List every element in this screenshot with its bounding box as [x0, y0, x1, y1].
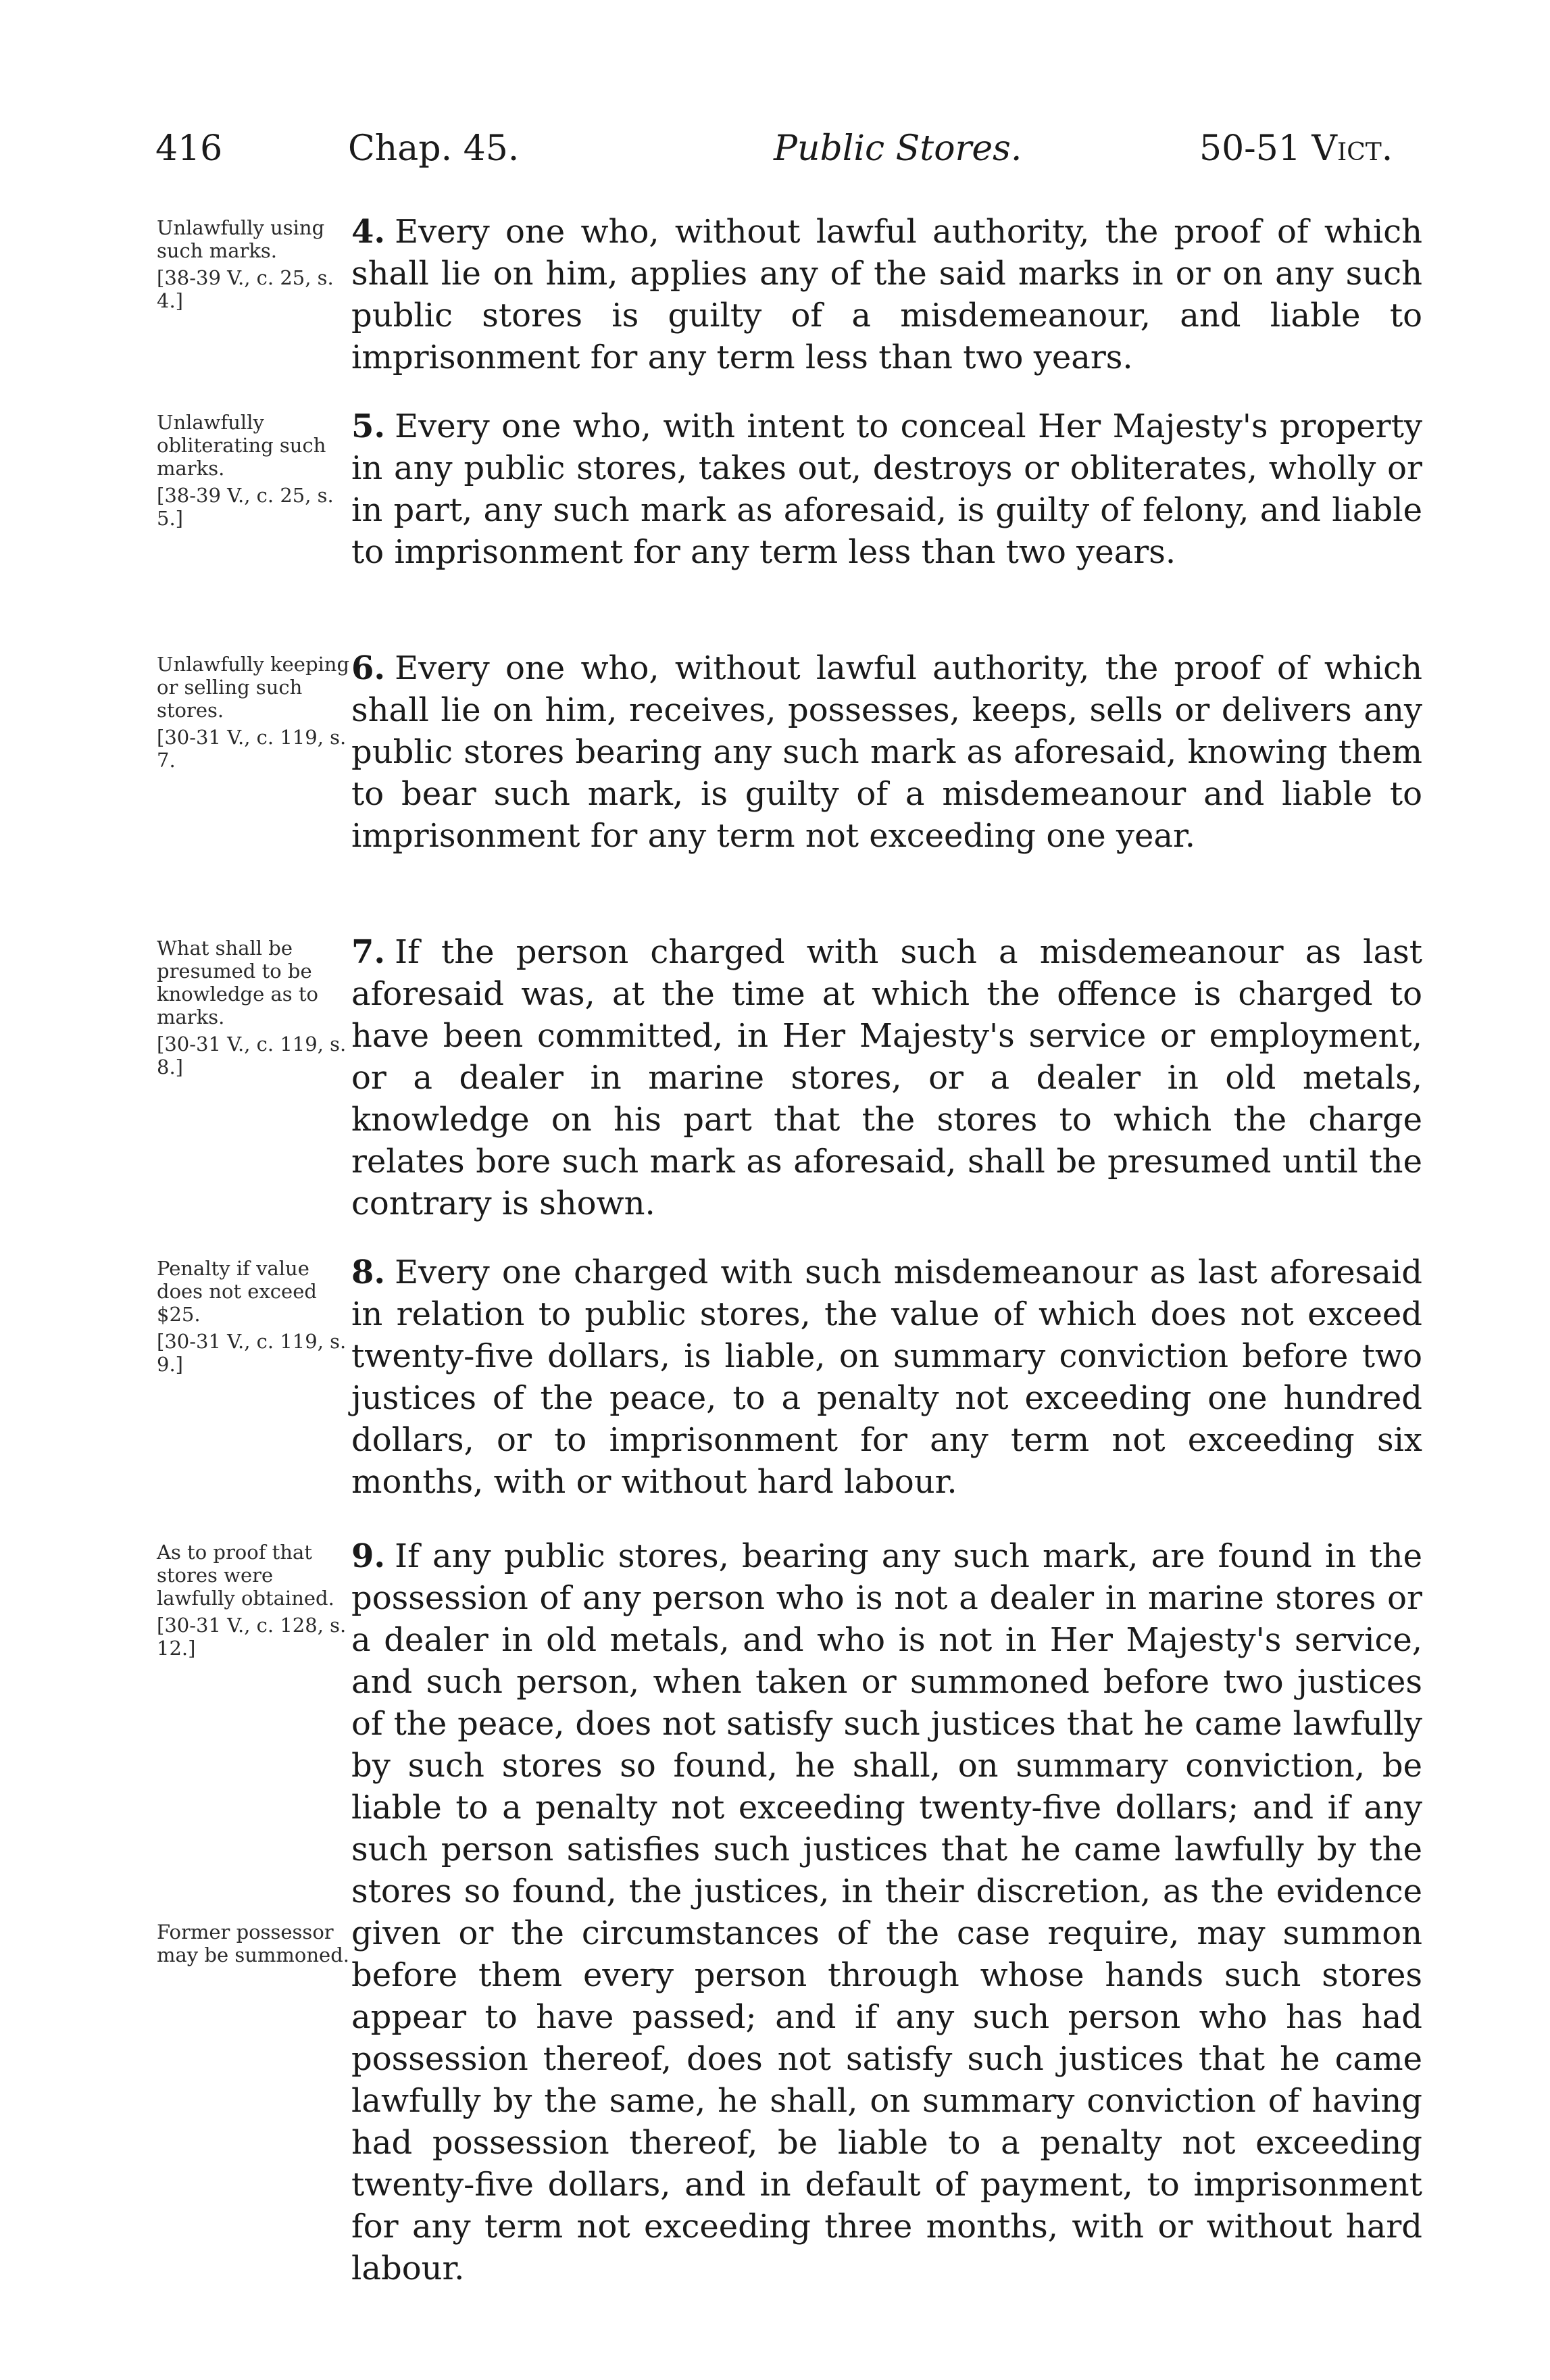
margin-note-text: Unlawfully using such marks.: [157, 216, 325, 262]
section-body: Every one charged with such misdemeanour as last aforesaid in relation to public stores, the value of which does not exceed twenty-five dollars, is liable, on summary conviction before two justices of the peace, to a penalty not exceeding one hundred dollars, or to imprisonment for any term not exceeding six months, with or without hard labour.: [351, 1254, 1422, 1501]
margin-note: [157, 411, 353, 530]
section-body: Every one who, without lawful authority, the proof of which shall lie on him, receives, possesses, keeps, sells or delivers any public stores bearing any such mark as aforesaid, knowing them to bear such mark, is guilty of a misdemeanour and liable to imprisonment for any term not exceeding one year.: [351, 649, 1422, 855]
margin-citation: [38-39 V., c. 25, s. 4.]: [157, 266, 334, 312]
section-number: 6.: [351, 649, 386, 687]
margin-note: [157, 1257, 353, 1376]
second-margin-note: Former possessor may be summoned.: [157, 1920, 349, 1966]
running-title: Public Stores.: [774, 128, 1022, 169]
margin-note-text: As to proof that stores were lawfully obtained.: [157, 1541, 334, 1610]
section-text: [351, 1251, 1422, 1503]
section-body: Every one who, without lawful authority, the proof of which shall lie on him, applies any of the said marks in or on any such public stores is guilty of a misdemeanour, and liable to imprisonment for any term less than two years.: [351, 213, 1422, 376]
margin-note: [157, 653, 353, 772]
margin-citation: [38-39 V., c. 25, s. 5.]: [157, 484, 334, 530]
margin-note: [157, 216, 353, 312]
section-number: 7.: [351, 933, 386, 971]
section-body: If the person charged with such a misdemeanour as last aforesaid was, at the time at which the offence is charged to have been committed, in Her Majesty's service or employment, or a dealer in marine stores, or a dealer in old metals, knowledge on his part that the stores to which the charge relates bore such mark as aforesaid, shall be presumed until the contrary is shown.: [351, 933, 1422, 1222]
section-text: [351, 1535, 1422, 2289]
section-text: [351, 211, 1422, 378]
section-number: 8.: [351, 1254, 386, 1291]
page-number: 416: [155, 128, 223, 169]
section-text: [351, 405, 1422, 573]
section-number: 4.: [351, 213, 386, 251]
margin-note: [157, 937, 353, 1079]
margin-note-text: Penalty if value does not exceed $25.: [157, 1257, 317, 1326]
section-text: [351, 647, 1422, 857]
section-number: 5.: [351, 407, 386, 445]
margin-citation: [30-31 V., c. 128, s. 12.]: [157, 1614, 347, 1660]
margin-citation: [30-31 V., c. 119, s. 9.]: [157, 1330, 347, 1376]
section-body: Every one who, with intent to conceal Her Majesty's property in any public stores, takes out, destroys or obliterates, wholly or in part, any such mark as aforesaid, is guilty of felony, and liable to imprisonment for any term less than two years.: [351, 407, 1422, 571]
margin-note-text: What shall be presumed to be knowledge as to marks.: [157, 937, 318, 1028]
margin-note-text: Unlawfully obliterating such marks.: [157, 411, 326, 480]
margin-note: [157, 1541, 353, 1660]
regnal-year: 50-51 Vict.: [1199, 128, 1393, 169]
margin-citation: [30-31 V., c. 119, s. 7.: [157, 726, 347, 772]
margin-citation: [30-31 V., c. 119, s. 8.]: [157, 1033, 347, 1079]
margin-note-text: Unlawfully keeping or selling such stores.: [157, 653, 350, 722]
chapter-label: Chap. 45.: [348, 128, 520, 169]
section-body: If any public stores, bearing any such mark, are found in the possession of any person who is not a dealer in marine stores or a dealer in old metals, and who is not in Her Majesty's service, and such person, when taken or summoned before two justices of the peace, does not satisfy such justices that he came lawfully by such stores so found, he shall, on summary conviction, be liable to a penalty not exceeding twenty-five dollars; and if any such person satisfies such justices that he came lawfully by the stores so found, the justices, in their discretion, as the evidence given or the circumstances of the case require, may summon before them every person through whose hands such stores appear to have passed; and if any such person who has had possession thereof, does not satisfy such justices that he came lawfully by the same, he shall, on summary conviction of having had possession thereof, be liable to a penalty not exceeding twenty-five dollars, and in default of payment, to imprisonment for any term not exceeding three months, with or without hard labour.: [351, 1537, 1422, 2287]
section-text: [351, 931, 1422, 1224]
section-number: 9.: [351, 1537, 386, 1575]
running-header: [0, 128, 1550, 182]
